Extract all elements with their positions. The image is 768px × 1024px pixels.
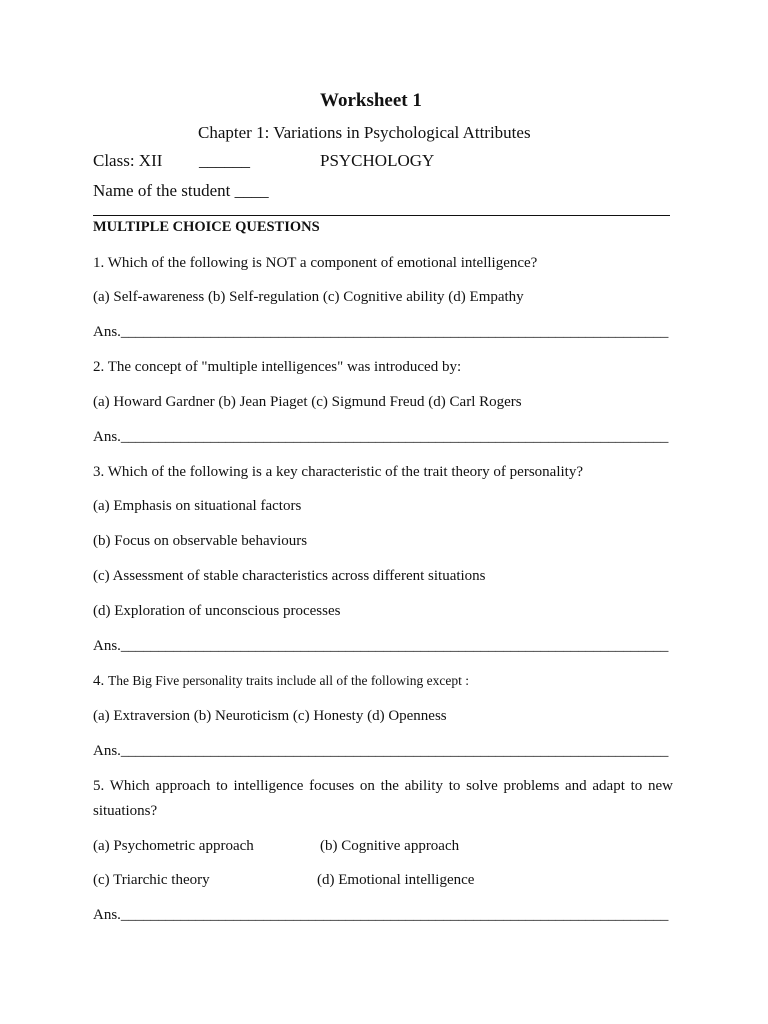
question-5-option-a: (a) Psychometric approach: [93, 838, 254, 854]
question-3-option-b: (b) Focus on observable behaviours: [93, 533, 308, 549]
chapter-title: Chapter 1: Variations in Psychological Attributes: [198, 123, 531, 142]
question-5-line-2: situations?: [93, 803, 158, 819]
student-name-label: Name of the student ____: [93, 181, 269, 200]
header-divider: [93, 215, 670, 216]
question-5-option-c: (c) Triarchic theory: [93, 872, 210, 888]
question-1: 1. Which of the following is NOT a component of emotional intelligence?: [93, 255, 538, 271]
question-3-option-c: (c) Assessment of stable characteristics across different situations: [93, 568, 486, 584]
class-blank: ______: [199, 151, 250, 170]
subject-label: PSYCHOLOGY: [320, 151, 435, 170]
question-4-options: (a) Extraversion (b) Neuroticism (c) Honesty (d) Openness: [93, 708, 447, 724]
answer-line-1[interactable]: Ans._________________________________________________________________________: [93, 324, 669, 340]
section-heading: MULTIPLE CHOICE QUESTIONS: [93, 219, 320, 235]
question-4: [93, 674, 469, 689]
question-2: 2. The concept of "multiple intelligences" was introduced by:: [93, 359, 462, 375]
answer-line-5[interactable]: Ans._________________________________________________________________________: [93, 907, 669, 923]
answer-line-3[interactable]: Ans._________________________________________________________________________: [93, 638, 669, 654]
question-3-option-d: (d) Exploration of unconscious processes: [93, 603, 341, 619]
class-label: Class: XII: [93, 151, 163, 170]
question-5-option-b: (b) Cognitive approach: [320, 838, 460, 854]
question-1-options: (a) Self-awareness (b) Self-regulation (c) Cognitive ability (d) Empathy: [93, 289, 524, 305]
worksheet-title: Worksheet 1: [320, 90, 422, 111]
question-4-text: The Big Five personality traits include all of the following except :: [108, 673, 470, 688]
question-2-options: (a) Howard Gardner (b) Jean Piaget (c) Sigmund Freud (d) Carl Rogers: [93, 394, 522, 410]
question-5-line-1: 5. Which approach to intelligence focuses on the ability to solve problems and adapt to new: [93, 778, 673, 794]
question-3-option-a: (a) Emphasis on situational factors: [93, 498, 302, 514]
question-5-option-d: (d) Emotional intelligence: [317, 872, 475, 888]
question-4-number: 4.: [93, 673, 105, 689]
answer-line-4[interactable]: Ans._________________________________________________________________________: [93, 743, 669, 759]
answer-line-2[interactable]: Ans._________________________________________________________________________: [93, 429, 669, 445]
question-3: 3. Which of the following is a key characteristic of the trait theory of personality?: [93, 464, 583, 480]
